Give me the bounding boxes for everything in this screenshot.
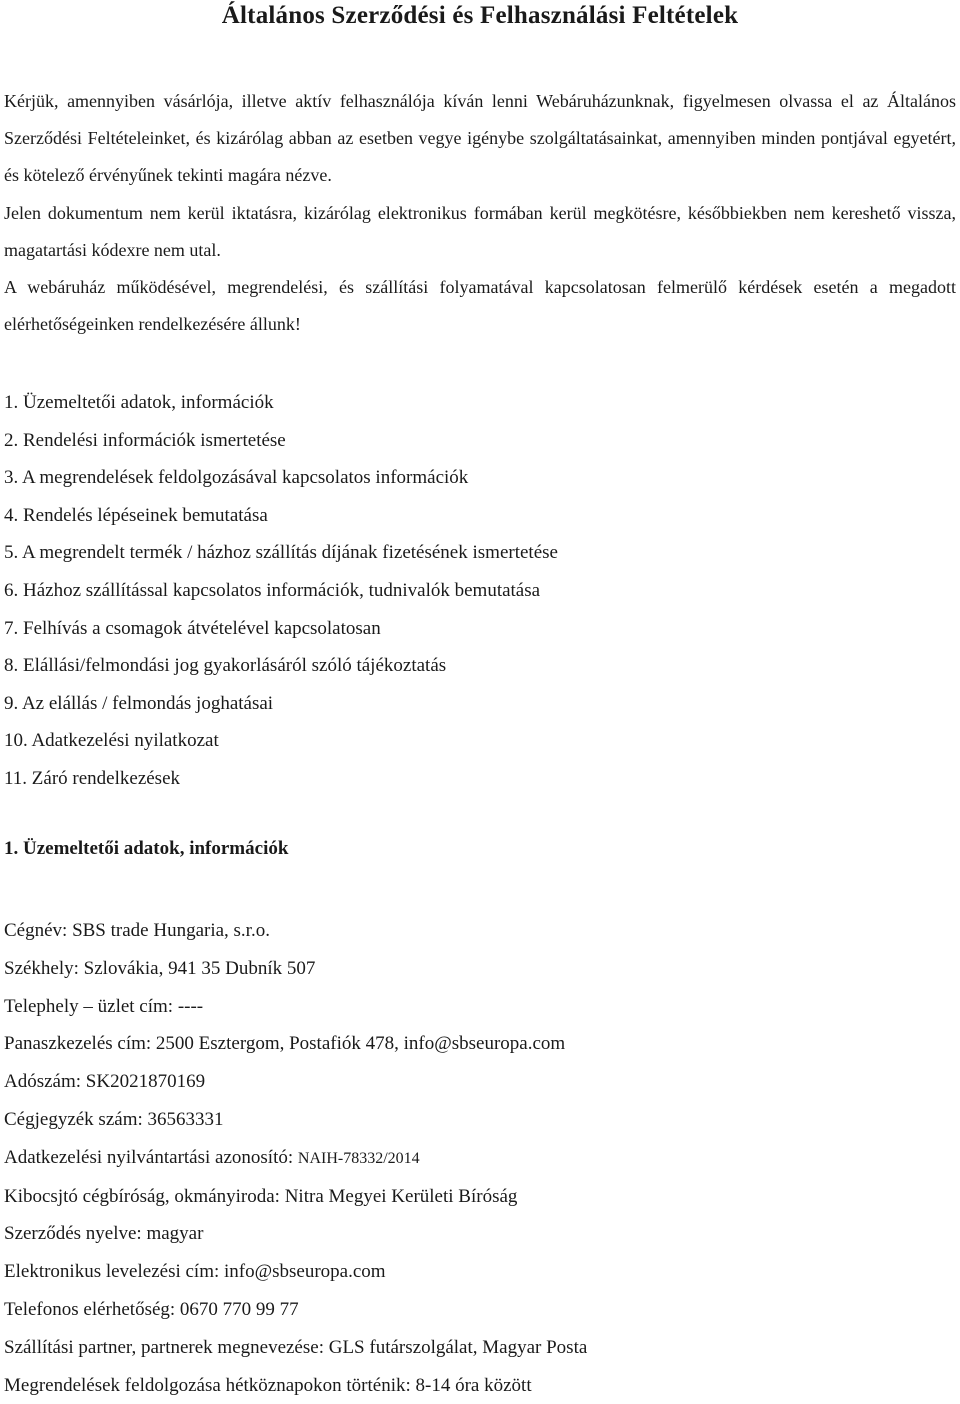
- toc-item: 7. Felhívás a csomagok átvételével kapcsolatosan: [4, 617, 381, 639]
- toc-item: 4. Rendelés lépéseinek bemutatása: [4, 504, 268, 526]
- toc-item: 8. Elállási/felmondási jog gyakorlásáról szóló tájékoztatás: [4, 655, 447, 677]
- info-line: Szerződés nyelve: magyar: [4, 1223, 204, 1245]
- info-line: Telephely – üzlet cím: ----: [4, 995, 204, 1017]
- toc-item: 3. A megrendelések feldolgozásával kapcsolatos információk: [4, 467, 469, 489]
- company-info-list: [4, 912, 587, 1404]
- toc-item: 2. Rendelési információk ismertetése: [4, 429, 286, 451]
- intro-paragraph: Kérjük, amennyiben vásárlója, illetve aktív felhasználója kíván lenni Webáruházunknak, figyelmesen olvassa el az Általános Szerződési Feltételeinket, és kizárólag abban az esetben vegye igénybe szolgáltatásainkat, amennyiben minden pontjával egyetért, és kötelező érvényűnek tekinti magára nézve.: [4, 91, 956, 185]
- info-line: Cégjegyzék szám: 36563331: [4, 1108, 224, 1130]
- toc-item: 11. Záró rendelkezések: [4, 767, 181, 789]
- info-line: Telefonos elérhetőség: 0670 770 99 77: [4, 1298, 299, 1320]
- info-line: Szállítási partner, partnerek megnevezése: GLS futárszolgálat, Magyar Posta: [4, 1336, 588, 1358]
- toc-item: 5. A megrendelt termék / házhoz szállítás díjának fizetésének ismertetése: [4, 542, 558, 564]
- toc-item: 9. Az elállás / felmondás joghatásai: [4, 692, 274, 714]
- section-heading: 1. Üzemeltetői adatok, információk: [4, 838, 289, 859]
- info-line: Elektronikus levelezési cím: info@sbseuropa.com: [4, 1261, 386, 1283]
- info-line-registry: [4, 1139, 587, 1178]
- registry-value: NAIH-78332/2014: [297, 1149, 420, 1167]
- table-of-contents: [4, 384, 558, 798]
- info-line: Panaszkezelés cím: 2500 Esztergom, Postafiók 478, info@sbseuropa.com: [4, 1033, 566, 1055]
- intro-paragraph: Jelen dokumentum nem kerül iktatásra, kizárólag elektronikus formában kerül megkötésre, későbbiekben nem kereshető vissza, magatartási kódexre nem utal.: [4, 203, 956, 260]
- toc-item: 6. Házhoz szállítással kapcsolatos információk, tudnivalók bemutatása: [4, 579, 541, 601]
- info-line: Megrendelések feldolgozása hétköznapokon történik: 8-14 óra között: [4, 1374, 532, 1396]
- info-line: Cégnév: SBS trade Hungaria, s.r.o.: [4, 920, 270, 941]
- toc-item: 1. Üzemeltetői adatok, információk: [4, 392, 274, 413]
- intro-paragraph: A webáruház működésével, megrendelési, és szállítási folyamatával kapcsolatosan felmerülő kérdések esetén a megadott elérhetőségeinken rendelkezésére állunk!: [4, 277, 956, 334]
- info-line: Kibocsjtó cégbíróság, okmányiroda: Nitra Megyei Kerületi Bíróság: [4, 1185, 518, 1207]
- registry-label: Adatkezelési nyilvántartási azonosító:: [4, 1146, 294, 1168]
- document-title: Általános Szerződési és Felhasználási Feltételek: [221, 2, 739, 29]
- info-line: Adószám: SK2021870169: [4, 1071, 206, 1093]
- toc-item: 10. Adatkezelési nyilatkozat: [4, 730, 219, 752]
- info-line: Székhely: Szlovákia, 941 35 Dubník 507: [4, 957, 316, 979]
